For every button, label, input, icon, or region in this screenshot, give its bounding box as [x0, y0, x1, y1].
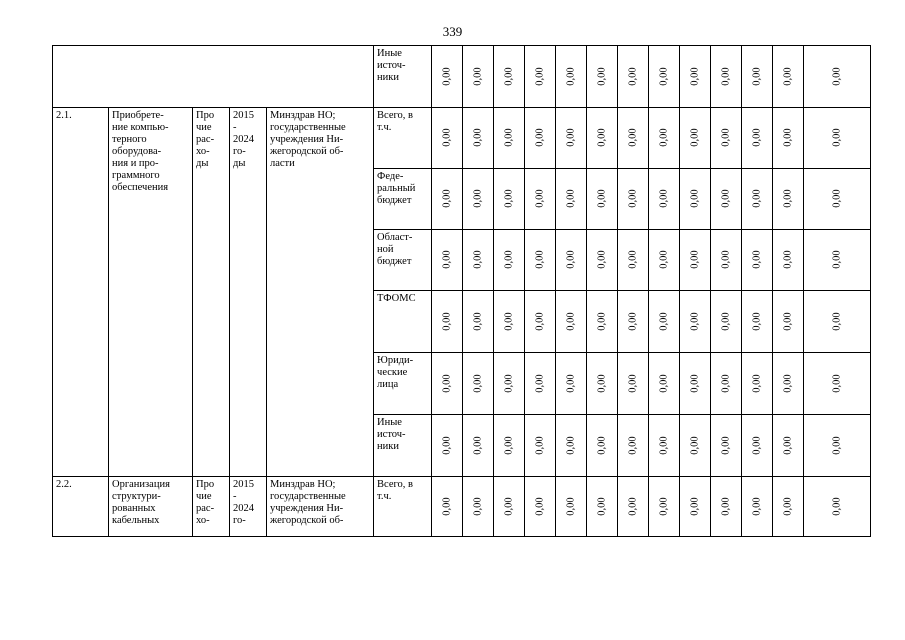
value-cell [556, 169, 587, 230]
value-text: 0,00 [472, 435, 484, 455]
value-cell [587, 46, 618, 108]
value-cell [618, 230, 649, 291]
value-cell [432, 169, 463, 230]
value-text: 0,00 [565, 128, 577, 147]
item-executor-line: Минздрав НО; [270, 479, 336, 490]
value-cell [680, 353, 711, 415]
value-text: 0,00 [441, 128, 453, 147]
value-text: 0,00 [720, 189, 732, 208]
value-cell [680, 477, 711, 537]
value-text: 0,00 [689, 496, 701, 516]
value-text: 0,00 [596, 496, 608, 516]
value-text: 0,00 [472, 250, 484, 269]
source-cell-line: источ- [377, 429, 406, 440]
value-cell [804, 169, 871, 230]
value-cell [463, 169, 494, 230]
page-number: 339 [442, 24, 463, 39]
item-name-line: оборудова- [112, 146, 162, 157]
value-cell [804, 353, 871, 415]
table-row [53, 46, 871, 108]
value-text: 0,00 [534, 250, 546, 269]
value-text: 0,00 [831, 189, 843, 208]
value-text: 0,00 [782, 496, 794, 516]
value-cell [587, 415, 618, 477]
value-cell [463, 415, 494, 477]
value-text: 0,00 [658, 189, 670, 208]
value-cell [432, 230, 463, 291]
value-cell [618, 415, 649, 477]
item-executor-line: жегородской об- [270, 515, 344, 526]
value-cell [618, 353, 649, 415]
value-cell [463, 353, 494, 415]
value-cell [649, 46, 680, 108]
source-cell [374, 353, 432, 415]
value-text: 0,00 [472, 66, 484, 86]
value-cell [587, 230, 618, 291]
value-cell [773, 353, 804, 415]
source-cell [374, 46, 432, 108]
value-text: 0,00 [782, 66, 794, 86]
value-text: 0,00 [441, 311, 453, 331]
value-cell [463, 291, 494, 353]
value-cell [680, 46, 711, 108]
value-cell [680, 415, 711, 477]
value-cell [618, 169, 649, 230]
value-text: 0,00 [565, 373, 577, 393]
value-text: 0,00 [596, 189, 608, 208]
source-cell-line: ники [377, 72, 400, 83]
value-text: 0,00 [831, 66, 843, 86]
value-text: 0,00 [751, 66, 763, 86]
source-cell-line: бюджет [377, 195, 412, 206]
value-cell [742, 46, 773, 108]
value-cell [804, 291, 871, 353]
value-cell [556, 291, 587, 353]
value-cell [711, 230, 742, 291]
table-row [53, 477, 871, 537]
value-cell [711, 108, 742, 169]
value-text: 0,00 [782, 435, 794, 455]
value-text: 0,00 [831, 311, 843, 331]
value-cell [618, 477, 649, 537]
value-cell [742, 415, 773, 477]
value-text: 0,00 [831, 373, 843, 393]
value-cell [494, 46, 525, 108]
item-name-line: ния и про- [112, 158, 159, 169]
item-number-line: 2.1. [56, 110, 72, 121]
value-cell [494, 415, 525, 477]
value-text: 0,00 [782, 250, 794, 269]
item-period-line: го- [233, 515, 246, 526]
source-cell [374, 169, 432, 230]
item-executor-line: государственные [270, 122, 346, 133]
item-executor-line: ласти [270, 158, 295, 169]
item-type-line: ды [196, 158, 209, 169]
value-text: 0,00 [441, 66, 453, 86]
item-period-line: 2015 [233, 110, 254, 121]
value-cell [432, 108, 463, 169]
value-text: 0,00 [831, 435, 843, 455]
source-cell [374, 108, 432, 169]
source-cell-line: ТФОМС [377, 293, 416, 304]
source-cell-line: источ- [377, 60, 406, 71]
value-text: 0,00 [627, 435, 639, 455]
value-text: 0,00 [441, 189, 453, 208]
value-text: 0,00 [720, 373, 732, 393]
value-cell [494, 169, 525, 230]
value-cell [711, 415, 742, 477]
value-cell [742, 291, 773, 353]
value-cell [494, 353, 525, 415]
value-text: 0,00 [689, 250, 701, 269]
source-cell-line: лица [377, 379, 399, 390]
source-cell-line: Юриди- [377, 355, 414, 366]
value-text: 0,00 [658, 128, 670, 147]
value-text: 0,00 [596, 373, 608, 393]
value-text: 0,00 [534, 66, 546, 86]
value-text: 0,00 [658, 311, 670, 331]
value-text: 0,00 [627, 66, 639, 86]
source-cell-line: бюджет [377, 256, 412, 267]
item-name-line: обеспечения [112, 182, 169, 193]
value-cell [742, 477, 773, 537]
value-text: 0,00 [472, 496, 484, 516]
value-cell [773, 230, 804, 291]
source-cell-line: ческие [377, 367, 408, 378]
item-type-line: рас- [196, 503, 215, 514]
source-cell-line: ной [377, 244, 394, 255]
item-executor [267, 477, 374, 537]
value-cell [494, 291, 525, 353]
value-text: 0,00 [831, 250, 843, 269]
item-name-line: терного [112, 134, 147, 145]
source-cell [374, 291, 432, 353]
value-text: 0,00 [720, 250, 732, 269]
item-type-line: хо- [196, 515, 210, 526]
value-cell [432, 353, 463, 415]
item-number [53, 477, 109, 537]
item-name-line: структури- [112, 491, 161, 502]
value-cell [804, 108, 871, 169]
item-name-line: Приобрете- [112, 110, 164, 121]
value-cell [432, 46, 463, 108]
item-type-line: Про [196, 110, 215, 121]
value-text: 0,00 [534, 189, 546, 208]
value-cell [773, 477, 804, 537]
value-text: 0,00 [658, 373, 670, 393]
empty-merged-cell [53, 46, 374, 108]
value-cell [804, 415, 871, 477]
source-cell-line: Иные [377, 417, 402, 428]
value-text: 0,00 [534, 435, 546, 455]
value-text: 0,00 [596, 250, 608, 269]
value-text: 0,00 [472, 373, 484, 393]
value-text: 0,00 [503, 250, 515, 269]
value-text: 0,00 [831, 128, 843, 147]
value-text: 0,00 [534, 373, 546, 393]
value-cell [618, 291, 649, 353]
item-number-line: 2.2. [56, 479, 72, 490]
value-cell [618, 46, 649, 108]
value-text: 0,00 [534, 128, 546, 147]
value-cell [742, 169, 773, 230]
value-cell [742, 230, 773, 291]
value-text: 0,00 [503, 128, 515, 147]
value-text: 0,00 [751, 250, 763, 269]
item-executor-line: учреждения Ни- [270, 503, 344, 514]
value-cell [525, 291, 556, 353]
value-cell [649, 415, 680, 477]
value-text: 0,00 [472, 128, 484, 147]
source-cell [374, 415, 432, 477]
value-text: 0,00 [658, 435, 670, 455]
item-type-line: чие [196, 122, 212, 133]
item-period-line: - [233, 122, 237, 133]
item-name-line: ние компью- [112, 122, 169, 133]
value-cell [680, 108, 711, 169]
source-cell [374, 230, 432, 291]
source-cell-line: ральный [377, 183, 416, 194]
value-text: 0,00 [720, 435, 732, 455]
source-cell-line: Феде- [377, 171, 404, 182]
value-cell [432, 415, 463, 477]
value-text: 0,00 [565, 496, 577, 516]
item-period-line: го- [233, 146, 246, 157]
item-type-line: Про [196, 479, 215, 490]
value-text: 0,00 [565, 435, 577, 455]
table-row [53, 108, 871, 169]
value-cell [587, 169, 618, 230]
item-period-line: 2024 [233, 503, 254, 514]
value-text: 0,00 [534, 311, 546, 331]
value-cell [587, 108, 618, 169]
item-name [109, 477, 193, 537]
item-name [109, 108, 193, 477]
value-text: 0,00 [782, 128, 794, 147]
value-text: 0,00 [831, 496, 843, 516]
value-text: 0,00 [503, 496, 515, 516]
item-period [230, 108, 267, 477]
value-text: 0,00 [565, 66, 577, 86]
value-cell [525, 108, 556, 169]
value-cell [711, 46, 742, 108]
source-cell-line: ники [377, 441, 400, 452]
value-cell [556, 230, 587, 291]
value-cell [649, 230, 680, 291]
value-cell [525, 230, 556, 291]
item-period-line: 2015 [233, 479, 254, 490]
value-cell [556, 477, 587, 537]
item-type-line: хо- [196, 146, 210, 157]
value-cell [711, 291, 742, 353]
value-cell [463, 46, 494, 108]
value-cell [773, 291, 804, 353]
value-cell [773, 46, 804, 108]
item-executor-line: Минздрав НО; [270, 110, 336, 121]
value-text: 0,00 [596, 311, 608, 331]
value-text: 0,00 [751, 189, 763, 208]
value-text: 0,00 [534, 496, 546, 516]
value-cell [711, 477, 742, 537]
item-period-line: 2024 [233, 134, 254, 145]
value-text: 0,00 [627, 373, 639, 393]
source-cell-line: Всего, в [377, 479, 414, 490]
value-cell [742, 353, 773, 415]
value-text: 0,00 [627, 311, 639, 331]
value-text: 0,00 [565, 189, 577, 208]
value-cell [680, 291, 711, 353]
item-type [193, 108, 230, 477]
value-text: 0,00 [503, 373, 515, 393]
value-text: 0,00 [751, 128, 763, 147]
value-text: 0,00 [689, 435, 701, 455]
value-text: 0,00 [596, 128, 608, 147]
value-cell [463, 108, 494, 169]
item-executor-line: жегородской об- [270, 146, 344, 157]
value-text: 0,00 [472, 311, 484, 331]
item-number [53, 108, 109, 477]
item-executor [267, 108, 374, 477]
item-period-line: - [233, 491, 237, 502]
value-text: 0,00 [565, 311, 577, 331]
value-text: 0,00 [782, 311, 794, 331]
value-text: 0,00 [720, 311, 732, 331]
value-text: 0,00 [596, 435, 608, 455]
value-text: 0,00 [720, 128, 732, 147]
value-text: 0,00 [472, 189, 484, 208]
value-cell [494, 230, 525, 291]
value-text: 0,00 [503, 435, 515, 455]
source-cell-line: Всего, в [377, 110, 414, 121]
value-text: 0,00 [441, 496, 453, 516]
value-cell [556, 415, 587, 477]
value-text: 0,00 [503, 66, 515, 86]
value-cell [432, 477, 463, 537]
value-cell [649, 291, 680, 353]
value-text: 0,00 [658, 66, 670, 86]
source-cell-line: т.ч. [377, 491, 392, 502]
value-text: 0,00 [441, 250, 453, 269]
value-cell [525, 415, 556, 477]
source-cell [374, 477, 432, 537]
value-text: 0,00 [596, 66, 608, 86]
value-cell [804, 46, 871, 108]
value-cell [556, 46, 587, 108]
value-cell [494, 108, 525, 169]
value-text: 0,00 [627, 250, 639, 269]
value-cell [649, 477, 680, 537]
value-cell [463, 230, 494, 291]
value-cell [494, 477, 525, 537]
value-cell [711, 169, 742, 230]
source-cell-line: Иные [377, 48, 402, 59]
item-name-line: кабельных [112, 515, 160, 526]
item-name-line: Организация [112, 479, 170, 490]
value-cell [556, 108, 587, 169]
value-cell [525, 46, 556, 108]
source-cell-line: т.ч. [377, 122, 392, 133]
value-cell [618, 108, 649, 169]
value-cell [680, 230, 711, 291]
value-cell [556, 353, 587, 415]
value-cell [649, 169, 680, 230]
value-cell [804, 477, 871, 537]
item-executor-line: государственные [270, 491, 346, 502]
item-period [230, 477, 267, 537]
item-type-line: рас- [196, 134, 215, 145]
value-cell [649, 353, 680, 415]
value-text: 0,00 [751, 311, 763, 331]
value-text: 0,00 [689, 66, 701, 86]
value-text: 0,00 [627, 496, 639, 516]
value-cell [742, 108, 773, 169]
value-cell [525, 353, 556, 415]
value-text: 0,00 [782, 189, 794, 208]
value-cell [649, 108, 680, 169]
value-cell [773, 169, 804, 230]
value-text: 0,00 [503, 311, 515, 331]
value-cell [711, 353, 742, 415]
item-type-line: чие [196, 491, 212, 502]
value-text: 0,00 [689, 373, 701, 393]
value-text: 0,00 [441, 373, 453, 393]
value-text: 0,00 [689, 128, 701, 147]
value-text: 0,00 [720, 496, 732, 516]
value-cell [680, 169, 711, 230]
value-cell [525, 477, 556, 537]
item-type [193, 477, 230, 537]
value-text: 0,00 [751, 373, 763, 393]
item-executor-line: учреждения Ни- [270, 134, 344, 145]
item-period-line: ды [233, 158, 246, 169]
value-cell [525, 169, 556, 230]
value-cell [587, 291, 618, 353]
value-text: 0,00 [658, 250, 670, 269]
value-text: 0,00 [503, 189, 515, 208]
value-text: 0,00 [782, 373, 794, 393]
value-text: 0,00 [627, 189, 639, 208]
item-name-line: граммного [112, 170, 160, 181]
value-cell [463, 477, 494, 537]
value-text: 0,00 [441, 435, 453, 455]
value-text: 0,00 [627, 128, 639, 147]
value-cell [432, 291, 463, 353]
value-text: 0,00 [565, 250, 577, 269]
value-cell [587, 353, 618, 415]
value-text: 0,00 [658, 496, 670, 516]
value-text: 0,00 [720, 66, 732, 86]
value-text: 0,00 [689, 189, 701, 208]
value-cell [587, 477, 618, 537]
value-cell [773, 415, 804, 477]
value-cell [804, 230, 871, 291]
value-cell [773, 108, 804, 169]
item-name-line: рованных [112, 503, 156, 514]
source-cell-line: Област- [377, 232, 413, 243]
value-text: 0,00 [751, 496, 763, 516]
value-text: 0,00 [689, 311, 701, 331]
funding-table [52, 45, 871, 537]
value-text: 0,00 [751, 435, 763, 455]
